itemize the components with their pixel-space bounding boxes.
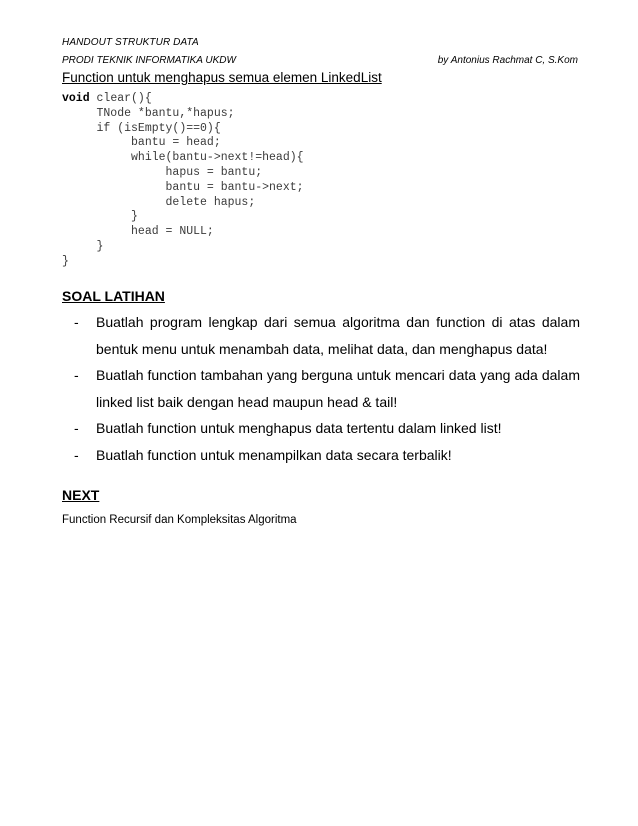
code-line: } bbox=[62, 239, 104, 253]
header-author: by Antonius Rachmat C, S.Kom bbox=[437, 55, 578, 66]
exercise-text: Buatlah function tambahan yang berguna untuk mencari data yang ada dalam linked list baik dengan head maupun head & tail! bbox=[96, 367, 580, 410]
code-line: head = NULL; bbox=[62, 225, 214, 239]
code-line: if (isEmpty()==0){ bbox=[62, 121, 221, 135]
header-course: HANDOUT STRUKTUR DATA bbox=[62, 37, 199, 48]
header-info bbox=[62, 55, 578, 66]
section-title: Function untuk menghapus semua elemen LinkedList bbox=[62, 70, 382, 85]
code-line: delete hapus; bbox=[62, 195, 256, 209]
header-program: PRODI TEKNIK INFORMATIKA UKDW bbox=[62, 55, 236, 66]
exercise-list bbox=[62, 309, 580, 468]
code-keyword: void bbox=[62, 92, 90, 105]
exercise-text: Buatlah function untuk menghapus data tertentu dalam linked list! bbox=[96, 420, 502, 436]
code-line: while(bantu->next!=head){ bbox=[62, 151, 304, 165]
code-line: } bbox=[62, 254, 69, 268]
soal-title: SOAL LATIHAN bbox=[62, 288, 165, 304]
code-block bbox=[62, 92, 304, 270]
next-title: NEXT bbox=[62, 487, 100, 503]
exercise-text: Buatlah program lengkap dari semua algoritma dan function di atas dalam bentuk menu untuk menambah data, melihat data, dan menghapus data! bbox=[96, 314, 580, 357]
exercise-text: Buatlah function untuk menampilkan data secara terbalik! bbox=[96, 446, 452, 463]
code-line: TNode *bantu,*hapus; bbox=[62, 106, 235, 120]
code-line-0 bbox=[62, 92, 304, 107]
bullet-dash: - bbox=[74, 420, 79, 436]
code-line: hapus = bantu; bbox=[62, 165, 263, 179]
bullet-dash: - bbox=[74, 367, 79, 383]
code-line-0-rest: clear(){ bbox=[89, 92, 152, 105]
exercise-item bbox=[62, 442, 580, 469]
exercise-item bbox=[62, 415, 580, 442]
code-line: } bbox=[62, 210, 138, 224]
bullet-dash: - bbox=[74, 314, 79, 330]
bullet-dash: - bbox=[74, 446, 79, 463]
exercise-item bbox=[62, 362, 580, 415]
next-text: Function Recursif dan Kompleksitas Algoritma bbox=[62, 514, 297, 526]
exercise-item bbox=[62, 309, 580, 362]
code-line: bantu = head; bbox=[62, 136, 221, 150]
code-line: bantu = bantu->next; bbox=[62, 180, 304, 194]
